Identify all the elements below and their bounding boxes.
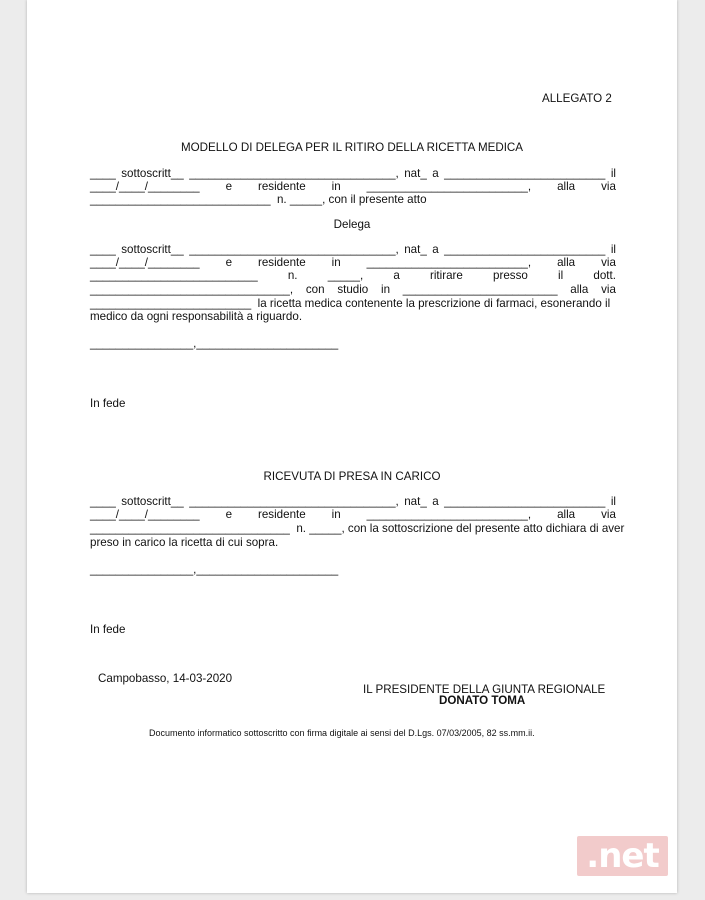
watermark-logo: .net — [577, 836, 668, 876]
field-text: ritirare — [430, 269, 463, 282]
field-text: a — [393, 269, 400, 282]
field-blank: ________________________________, — [189, 495, 399, 508]
field-text: nat_ — [404, 495, 427, 508]
field-text: via — [601, 180, 616, 193]
field-blank: ____/____/________ — [90, 256, 200, 269]
field-text: nat_ — [404, 243, 427, 256]
field-text: il — [610, 495, 616, 508]
section1-row3: ____________________________ n. _____, con il presente atto — [90, 193, 427, 206]
field-text: presso — [493, 269, 528, 282]
field-blank: ____ — [90, 495, 116, 508]
field-blank: _________________________, — [366, 256, 532, 269]
ricevuta-row4: preso in carico la ricetta di cui sopra. — [90, 536, 279, 549]
field-blank: ____ — [90, 243, 116, 256]
ricevuta-row2 — [90, 508, 616, 521]
document-page — [27, 0, 677, 893]
field-text: studio — [337, 283, 369, 296]
field-text: a — [432, 167, 439, 180]
delega-row1 — [90, 243, 616, 256]
ricevuta-row3: _______________________________ n. _____, con la sottoscrizione del presente atto dichiara di aver — [90, 522, 625, 535]
field-text: in — [331, 180, 341, 193]
field-text: e — [225, 180, 233, 193]
field-blank: __________________________ — [90, 269, 258, 282]
president-name: DONATO TOMA — [439, 694, 526, 707]
field-blank: _________________________, — [366, 508, 532, 521]
field-blank: ____/____/________ — [90, 508, 200, 521]
field-text: alla — [557, 180, 576, 193]
field-blank: _________________________, — [366, 180, 532, 193]
delega-row6: medico da ogni responsabilità a riguardo. — [90, 310, 303, 323]
field-blank: ________________________ — [402, 283, 558, 296]
field-text: nat_ — [404, 167, 427, 180]
field-text: via — [601, 283, 616, 296]
section1-row2 — [90, 180, 616, 193]
field-text: dott. — [593, 269, 616, 282]
ricevuta-signature-line: ________________,______________________ — [90, 563, 339, 576]
president-title: IL PRESIDENTE DELLA GIUNTA REGIONALE — [363, 683, 606, 696]
field-blank: _______________________________, — [90, 283, 294, 296]
delega-in-fede: In fede — [90, 397, 126, 410]
field-text: sottoscritt__ — [121, 495, 184, 508]
field-text: via — [601, 508, 616, 521]
ricevuta-in-fede: In fede — [90, 623, 126, 636]
field-blank: _________________________ — [444, 495, 606, 508]
delega-title: Delega — [333, 218, 371, 231]
field-text: residente — [258, 180, 306, 193]
field-text: in — [331, 256, 341, 269]
field-text: residente — [258, 256, 306, 269]
field-text: residente — [258, 508, 306, 521]
field-text: in — [381, 283, 391, 296]
digital-signature-note: Documento informatico sottoscritto con firma digitale ai sensi del D.Lgs. 07/03/2005, 82 ss.mm.ii. — [149, 728, 535, 738]
delega-row2 — [90, 256, 616, 269]
field-text: alla — [557, 256, 576, 269]
allegato-label: ALLEGATO 2 — [542, 92, 612, 105]
field-text: con — [305, 283, 325, 296]
field-text: a — [432, 243, 439, 256]
place-date: Campobasso, 14-03-2020 — [98, 672, 233, 685]
delega-row3 — [90, 269, 616, 282]
field-text: a — [432, 495, 439, 508]
field-text: via — [601, 256, 616, 269]
field-text: in — [331, 508, 341, 521]
field-blank: _________________________ — [444, 243, 606, 256]
field-text: il — [610, 167, 616, 180]
field-text: n. — [287, 269, 298, 282]
ricevuta-title: RICEVUTA DI PRESA IN CARICO — [263, 470, 441, 483]
field-blank: ________________________________, — [189, 167, 399, 180]
field-text: sottoscritt__ — [121, 243, 184, 256]
ricevuta-row1 — [90, 495, 616, 508]
field-text: e — [225, 508, 233, 521]
field-blank: _________________________ — [444, 167, 606, 180]
field-blank: _____, — [327, 269, 364, 282]
field-text: e — [225, 256, 233, 269]
field-text: alla — [557, 508, 576, 521]
section1-row1 — [90, 167, 616, 180]
field-text: sottoscritt__ — [121, 167, 184, 180]
field-text: il — [558, 269, 564, 282]
field-blank: ________________________________, — [189, 243, 399, 256]
field-blank: ____ — [90, 167, 116, 180]
delega-signature-line: ________________,______________________ — [90, 337, 339, 350]
delega-row5: _________________________ la ricetta medica contenente la prescrizione di farmaci, esonerando il — [90, 297, 611, 310]
field-text: alla — [570, 283, 589, 296]
section1-title: MODELLO DI DELEGA PER IL RITIRO DELLA RICETTA MEDICA — [180, 141, 524, 154]
delega-row4 — [90, 283, 616, 296]
field-text: il — [610, 243, 616, 256]
field-blank: ____/____/________ — [90, 180, 200, 193]
